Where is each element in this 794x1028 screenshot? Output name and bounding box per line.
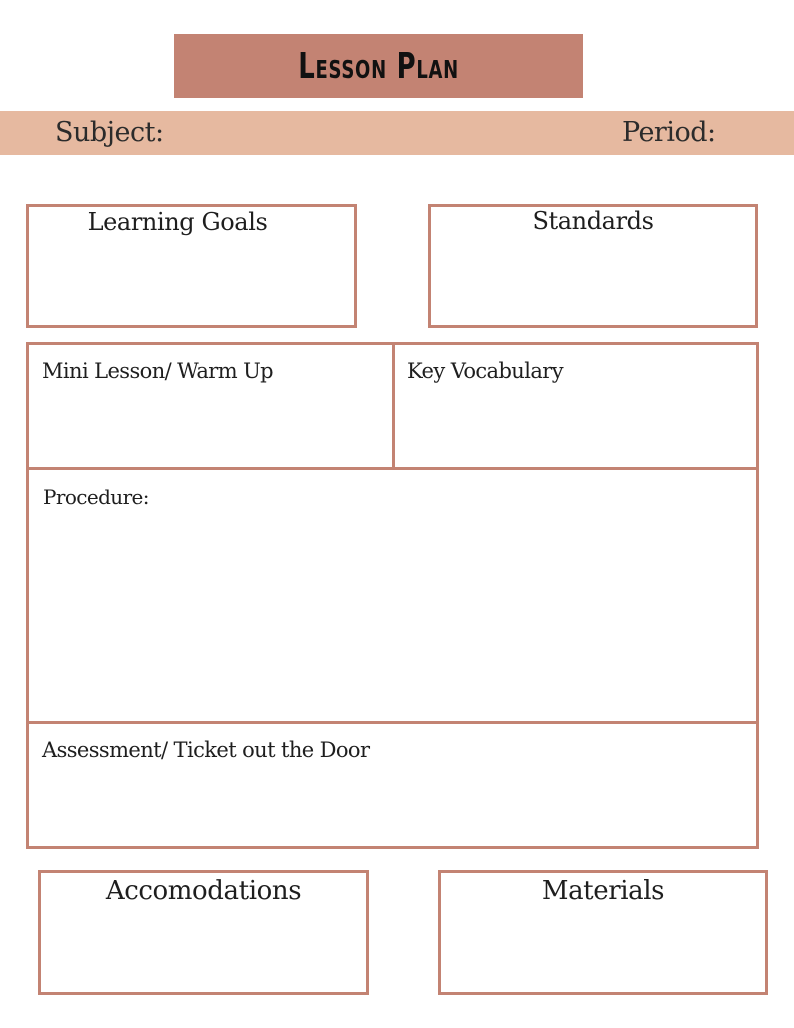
period-label: Period:: [622, 117, 716, 148]
mini-lesson-label: Mini Lesson/ Warm Up: [42, 359, 274, 383]
divider-line: [392, 345, 395, 470]
accomodations-title: Accomodations: [105, 876, 302, 906]
key-vocabulary-label: Key Vocabulary: [407, 359, 563, 383]
standards-title: Standards: [532, 207, 654, 235]
learning-goals-box: [26, 204, 357, 328]
materials-title: Materials: [541, 876, 665, 906]
learning-goals-title: Learning Goals: [87, 208, 268, 236]
page-title: Lesson Plan: [298, 45, 459, 87]
subject-period-band: [0, 111, 794, 155]
title-banner: [174, 34, 583, 98]
materials-box: [438, 870, 768, 995]
divider-line: [29, 721, 756, 724]
lesson-main-table: [26, 342, 759, 849]
subject-label: Subject:: [55, 117, 164, 148]
accomodations-box: [38, 870, 369, 995]
standards-box: [428, 204, 758, 328]
assessment-label: Assessment/ Ticket out the Door: [42, 738, 370, 762]
procedure-label: Procedure:: [43, 485, 149, 509]
